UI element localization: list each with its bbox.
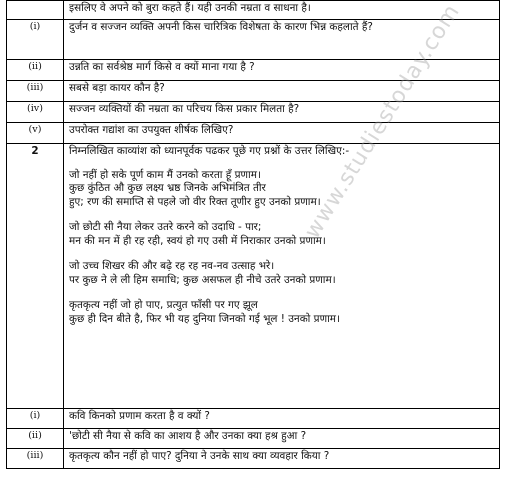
question-number: (v) [7,123,64,144]
stanza [69,260,494,287]
question-text: दुर्जन व सज्जन व्यक्ति अपनी किस चारित्रिक विशेषता के कारण भिन्न कहलाते हैं? [64,20,500,60]
table-row [7,60,500,81]
question-number: (iii) [7,449,64,469]
question-text: कृतकृत्य कौन नहीं हो पाए? दुनिया ने उनके साथ क्या व्यवहार किया ? [64,449,500,469]
question-text: उन्नति का सर्वश्रेष्ठ मार्ग किसे व क्यों माना गया है ? [64,60,500,81]
poem-cell [64,144,500,409]
poem-line: पर कुछ ने ले ली हिम समाधि; कुछ असफल ही नीचे उतरे उनको प्रणाम। [69,273,336,286]
table-row [7,144,500,409]
table-row [7,449,500,469]
table-row [7,123,500,144]
question-number: 2 [7,144,64,409]
table-row [7,429,500,449]
poem-line: जो उच्च शिखर की और बढ़े रह रह नव-नव उत्साह भरे। [69,260,275,273]
question-number: (i) [7,20,64,60]
stanza [69,299,494,326]
question-text: कवि किनको प्रणाम करता है व क्यों ? [64,409,500,429]
table-row [7,409,500,429]
watermark-text: www.studiestoday.com [300,0,466,244]
poem-line: जो छोटी सी नैया लेकर उतरे करने को उदाधि - पार; [69,221,262,234]
stanza [69,221,494,248]
table-row [7,1,500,20]
instruction-text: निम्नलिखित काव्यांश को ध्यानपूर्वक पढकर पूछे गए प्रश्नों के उत्तर लिखिए:- [69,145,350,157]
question-number: (ii) [7,60,64,81]
question-number: (i) [7,409,64,429]
row-number [7,1,64,20]
question-text: 'छोटी सी नैया से कवि का आशय है और उनका क्या हश्र हुआ ? [64,429,500,449]
poem-line: कुछ कुंठित औ कुछ लक्ष्य भ्रष्ठ जिनके अभिमंत्रित तीर [69,182,266,195]
poem-line: मन की मन में ही रह रही, स्वयं हो गए उसी में निराकार उनको प्रणाम। [69,234,326,247]
question-text: सबसे बड़ा कायर कौन है? [64,81,500,102]
question-text: सज्जन व्यक्तियों की नम्रता का परिचय किस प्रकार मिलता है? [64,102,500,123]
passage-ending: इसलिए वे अपने को बुरा कहते हैं। यही उनकी नम्रता व साधना है। [64,1,500,20]
question-number: (ii) [7,429,64,449]
question-number: (iv) [7,102,64,123]
stanza [69,169,494,210]
question-number: (iii) [7,81,64,102]
poem-line: कुछ ही दिन बीते है, फिर भी यह दुनिया जिनको गई भूल ! उनको प्रणाम। [69,312,340,325]
table-row [7,81,500,102]
table-row [7,20,500,60]
worksheet-table [6,0,500,469]
question-text: उपरोक्त गद्यांश का उपयुक्त शीर्षक लिखिए? [64,123,500,144]
poem-line: कृतकृत्य नहीं जो हो पाए, प्रत्युत फाँसी पर गए झूल [69,299,258,312]
table-row [7,102,500,123]
poem-line: जो नहीं हो सके पूर्ण काम मैं उनको करता हूँ प्रणाम। [69,168,261,181]
poem-line: हुए; रण की समाप्ति से पहले जो वीर रिक्त तूणीर हुए उनको प्रणाम। [69,195,321,208]
